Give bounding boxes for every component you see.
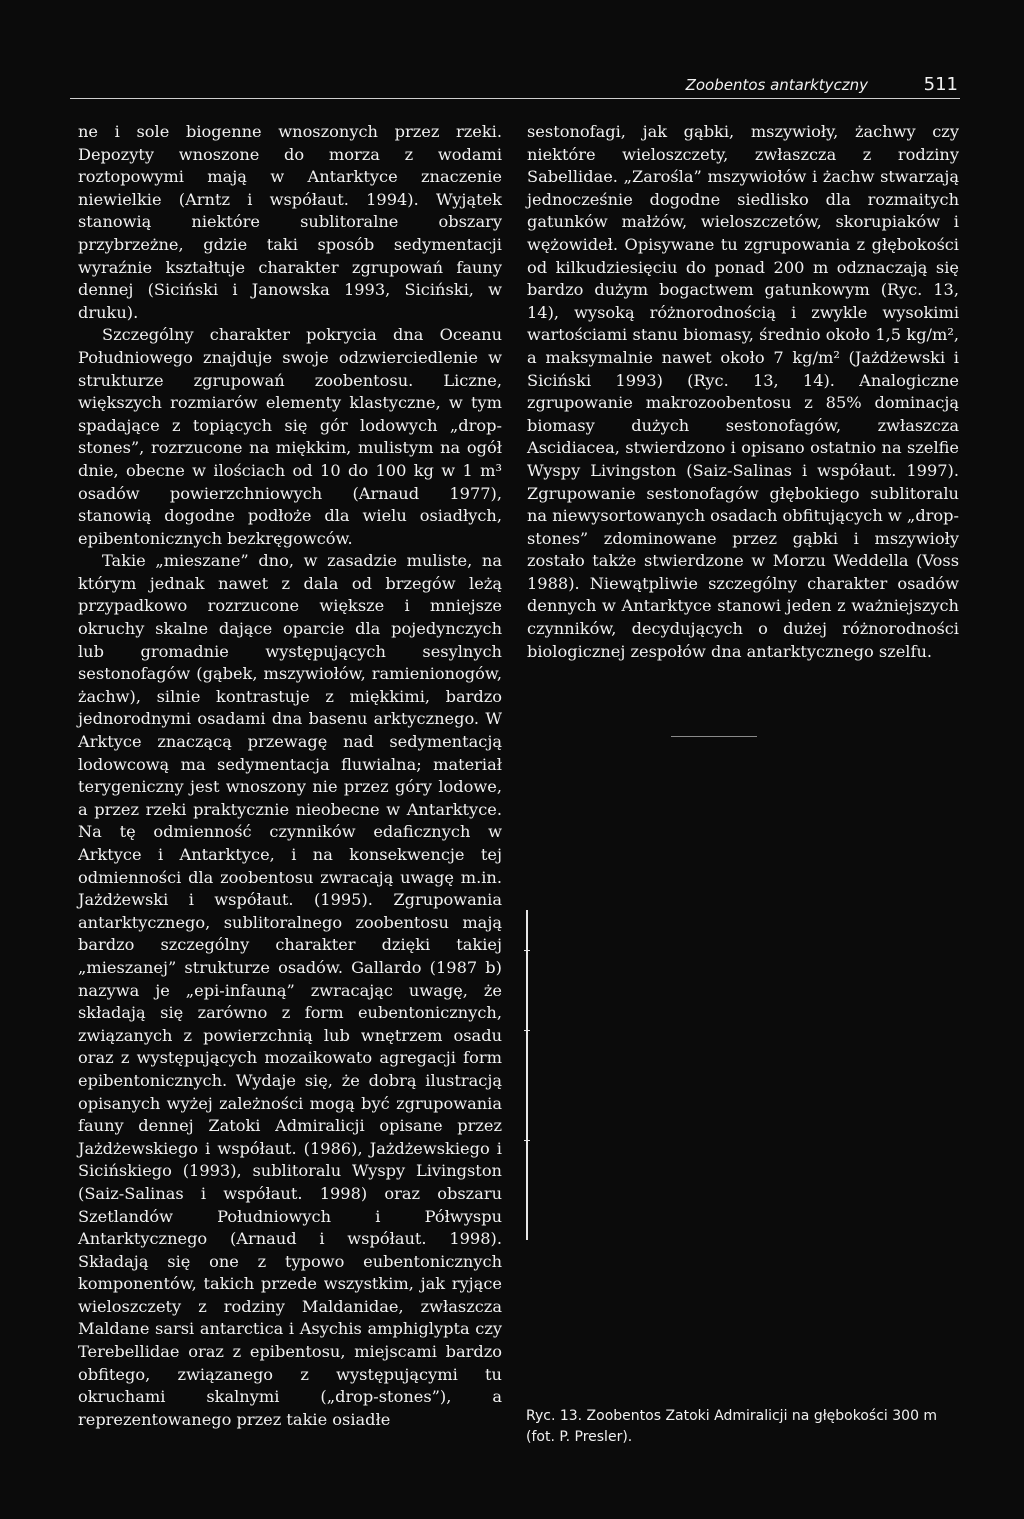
figure-photo-edge: [524, 910, 530, 1240]
right-paragraph-1: sestonofagi, jak gąbki, mszywioły, żachwy czy niektóre wieloszczety, zwłaszcza z rodziny Sabellidae. „Zarośla” mszywiołów i żachw stwarzają jednocześnie dogodne siedlisko dla rozmaitych gatunków małżów, wieloszczetów, skorupiaków i wężowideł. Opisywane tu zgrupowania z głębokości od kilkudziesięciu do ponad 200 m odznaczają się bardzo dużym bogactwem gatunkowym (Ryc. 13, 14), wysoką różnorodnością i zwykle wysokimi wartościami stanu biomasy, średnio około 1,5 kg/m², a maksymalnie nawet około 7 kg/m² (Jażdżewski i Siciński 1993) (Ryc. 13, 14). Analogiczne zgrupowanie makrozoobentosu z 85% dominacją biomasy dużych sestonofagów, zwłaszcza Ascidiacea, stwierdzono i opisano ostatnio na szelfie Wyspy Livingston (Saiz-Salinas i współaut. 1997). Zgrupowanie sestonofagów głębokiego sublitoralu na niewysortowanych osadach obfitujących w „drop-stones” zdominowane przez gąbki i mszywioły zostało także stwierdzone w Morzu Weddella (Voss 1988). Niewątpliwie szczególny charakter osadów dennych w Antarktyce stanowi jeden z ważniejszych czynników, decydujących o dużej różnorodności biologicznej zespołów dna antarktycznego szelfu.: [527, 122, 959, 661]
left-paragraph-2: Szczególny charakter pokrycia dna Oceanu Południowego znajduje swoje odzwierciedlenie w strukturze zgrupowań zoobentosu. Liczne, większych rozmiarów elementy klastyczne, w tym spadające z topiących się gór lodowych „drop-stones”, rozrzucone na miękkim, mulistym na ogół dnie, obecne w ilościach od 10 do 100 kg w 1 m³ osadów powierzchniowych (Arnaud 1977), stanowią dogodne podłoże dla wielu osiadłych, epibentonicznych bezkręgowców.: [78, 325, 502, 548]
left-paragraph-1: ne i sole biogenne wnoszonych przez rzeki. Depozyty wnoszone do morza z wodami roztopowymi mają w Antarktyce znaczenie niewielkie (Arntz i współaut. 1994). Wyjątek stanowią niektóre sublitoralne obszary przybrzeżne, gdzie taki sposób sedymentacji wyraźnie kształtuje charakter zgrupowań fauny dennej (Siciński i Janowska 1993, Siciński, w druku).: [78, 122, 502, 322]
right-column: [527, 121, 959, 663]
figure-caption: Ryc. 13. Zoobentos Zatoki Admiralicji na głębokości 300 m (fot. P. Presler).: [526, 1408, 938, 1445]
section-divider: [671, 736, 757, 737]
running-header: [70, 74, 960, 99]
left-column: [78, 121, 502, 1431]
running-title: Zoobentos antarktyczny: [685, 76, 868, 94]
left-paragraph-3: Takie „mieszane” dno, w zasadzie muliste, na którym jednak nawet z dala od brzegów leżą przypadkowo rozrzucone większe i mniejsze okruchy skalne dające oparcie dla pojedynczych lub gromadnie występujących sesylnych sestonofagów (gąbek, mszywiołów, ramienionogów, żachw), silnie kontrastuje z miękkimi, bardzo jednorodnymi osadami dna basenu arktycznego. W Arktyce znaczącą przewagę nad sedymentacją lodowcową ma sedymentacja fluwialna; materiał terygeniczny jest wnoszony nie przez góry lodowe, a przez rzeki praktycznie nieobecne w Antarktyce. Na tę odmienność czynników edaficznych w Arktyce i Antarktyce, i na konsekwencje tej odmienności dla zoobentosu zwracają uwagę m.in. Jażdżewski i współaut. (1995). Zgrupowania antarktycznego, sublitoralnego zoobentosu mają bardzo szczególny charakter dzięki takiej „mieszanej” strukturze osadów. Gallardo (1987 b) nazywa je „epi-infauną” zwracając uwagę, że składają się zarówno z form eubentonicznych, związanych z powierzchnią lub wnętrzem osadu oraz z występujących mozaikowato agregacji form epibentonicznych. Wydaje się, że dobrą ilustracją opisanych wyżej zależności mogą być zgrupowania fauny dennej Zatoki Admiralicji opisane przez Jażdżewskiego i współaut. (1986), Jażdżewskiego i Sicińskiego (1993), sublitoralu Wyspy Livingston (Saiz-Salinas i współaut. 1998) oraz obszaru Szetlandów Południowych i Półwyspu Antarktycznego (Arnaud i współaut. 1998). Składają się one z typowo eubentonicznych komponentów, takich przede wszystkim, jak ryjące wieloszczety z rodziny Maldanidae, zwłaszcza Maldane sarsi antarctica i Asychis amphiglypta czy Terebellidae oraz z epibentosu, miejscami bardzo obfitego, związanego z występującymi tu okruchami skalnymi („drop-stones”), a reprezentowanego przez takie osiadłe: [78, 551, 502, 1429]
page-number: 511: [923, 74, 958, 95]
